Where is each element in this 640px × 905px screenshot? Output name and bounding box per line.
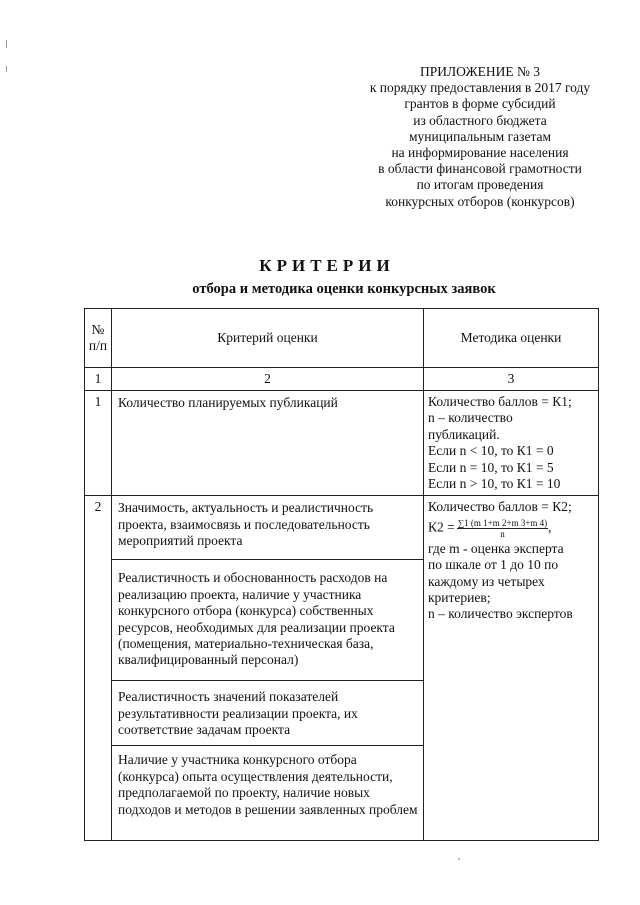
criterion-cell: Реалистичность значений показателей результативности реализации проекта, их соответствие задачам проекта xyxy=(112,681,424,746)
appendix-line: ПРИЛОЖЕНИЕ № 3 xyxy=(419,64,541,79)
formula-tail: , xyxy=(548,519,552,535)
criteria-table xyxy=(84,308,599,841)
row-number: 2 xyxy=(85,496,112,841)
appendix-line: из областного бюджета xyxy=(413,112,547,128)
header-method: Методика оценки xyxy=(424,309,599,368)
header-number: № п/п xyxy=(85,309,112,368)
method-line: где m - оценка эксперта xyxy=(428,540,564,556)
method-cell xyxy=(424,496,599,841)
appendix-line: конкурсных отборов (конкурсов) xyxy=(385,193,575,209)
formula xyxy=(428,518,594,539)
table-row xyxy=(85,391,599,496)
appendix-line: грантов в форме субсидий xyxy=(404,96,556,112)
table-header-row xyxy=(85,309,599,368)
method-line: n – количество xyxy=(428,410,513,426)
scan-mark xyxy=(6,66,7,72)
method-line: Количество баллов = К1; xyxy=(428,394,572,409)
method-line: публикаций. xyxy=(428,426,500,442)
method-line: Если n = 10, то К1 = 5 xyxy=(428,459,554,475)
formula-lhs: К2 = xyxy=(428,519,455,535)
scan-mark xyxy=(6,40,7,48)
title-subheading: отбора и методика оценки конкурсных заявок xyxy=(192,281,496,297)
formula-denominator: n xyxy=(500,528,505,539)
method-line: Количество баллов = К2; xyxy=(428,499,572,515)
criterion-cell: Реалистичность и обоснованность расходов на реализацию проекта, наличие у участника конкурсного отбора (конкурса) собственных ресурсов, необходимых для реализации проекта (помещения, материально-техническая база, квалифицированный персонал) xyxy=(112,560,424,681)
method-cell xyxy=(424,391,599,496)
appendix-line: на информирование населения xyxy=(391,145,569,161)
row-number: 1 xyxy=(85,391,112,496)
appendix-line: по итогам проведения xyxy=(416,177,544,193)
criterion-cell: Значимость, актуальность и реалистичность проекта, взаимосвязь и последовательность мероприятий проекта xyxy=(112,496,424,560)
method-line: Если n > 10, то К1 = 10 xyxy=(428,476,561,492)
column-number: 1 xyxy=(85,368,112,391)
column-number-row xyxy=(85,368,599,391)
formula-fraction xyxy=(457,518,548,539)
scan-dot xyxy=(458,858,460,860)
method-line: Если n < 10, то К1 = 0 xyxy=(428,443,554,459)
method-line: n – количество экспертов xyxy=(428,606,573,622)
title-heading: КРИТЕРИИ xyxy=(259,256,395,275)
column-number: 3 xyxy=(424,368,599,391)
method-line: критериев; xyxy=(428,590,491,606)
formula-numerator: ∑1 (m 1+m 2+m 3+m 4) xyxy=(457,517,548,528)
method-line: по шкале от 1 до 10 по xyxy=(428,557,559,573)
criterion-cell: Наличие у участника конкурсного отбора (конкурса) опыта осуществления деятельности, предполагаемой по проекту, наличие новых подходов и методов в решении заявленных проблем xyxy=(112,746,424,841)
table-row xyxy=(85,496,599,560)
header-criterion: Критерий оценки xyxy=(112,309,424,368)
appendix-line: к порядку предоставления в 2017 году xyxy=(369,80,591,96)
appendix-block xyxy=(330,64,630,210)
appendix-line: муниципальным газетам xyxy=(408,128,552,144)
criterion-cell: Количество планируемых публикаций xyxy=(112,391,424,496)
appendix-line: в области финансовой грамотности xyxy=(378,161,582,177)
method-line: каждому из четырех xyxy=(428,573,545,589)
document-title xyxy=(0,256,640,298)
column-number: 2 xyxy=(112,368,424,391)
